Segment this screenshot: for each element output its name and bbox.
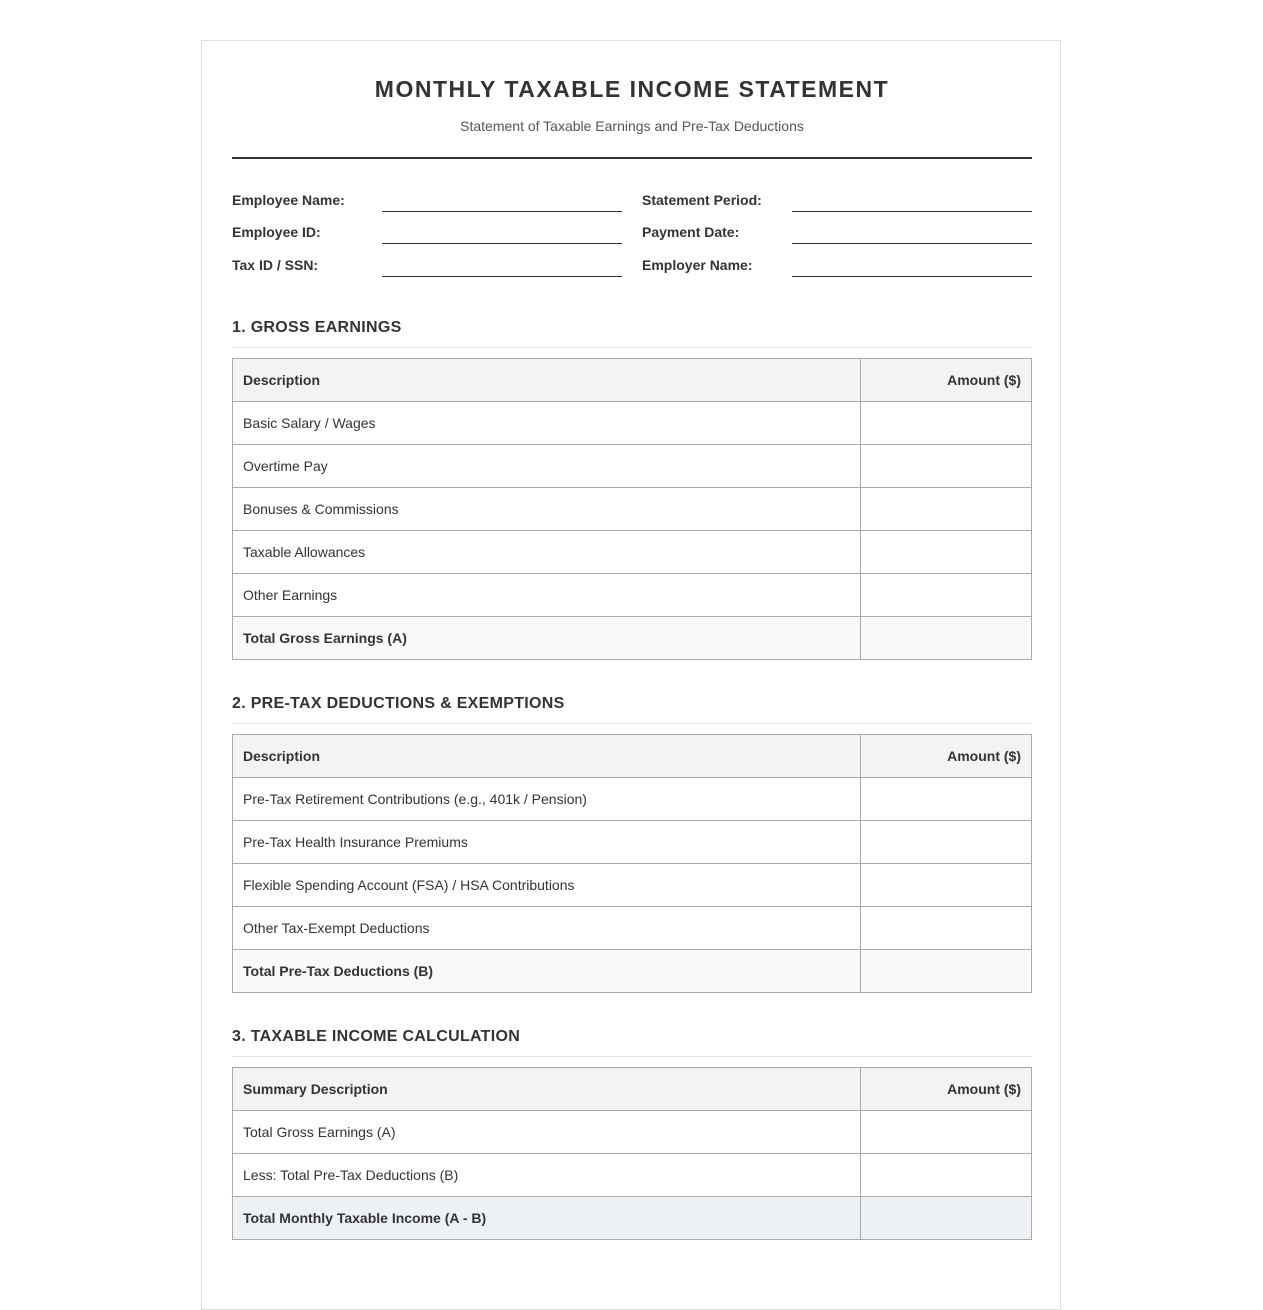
table-header-row [233, 1068, 1032, 1111]
field-employee-id [232, 224, 622, 244]
total-description: Total Gross Earnings (A) [233, 617, 861, 660]
row-description: Less: Total Pre-Tax Deductions (B) [233, 1154, 861, 1197]
title-divider [232, 157, 1032, 159]
field-label: Employee Name: [232, 192, 345, 208]
table-row [233, 445, 1032, 488]
table-row [233, 864, 1032, 907]
statement-period-input[interactable] [792, 211, 1032, 212]
tax-id-input[interactable] [382, 276, 622, 277]
field-tax-id [232, 257, 622, 277]
field-label: Payment Date: [642, 224, 740, 240]
column-header-amount: Amount ($) [861, 735, 1032, 778]
field-label: Statement Period: [642, 192, 762, 208]
column-header-amount: Amount ($) [861, 359, 1032, 402]
column-header-description: Summary Description [233, 1068, 861, 1111]
amount-cell[interactable] [861, 1154, 1032, 1197]
amount-cell[interactable] [861, 402, 1032, 445]
row-description: Other Earnings [233, 574, 861, 617]
amount-cell[interactable] [861, 864, 1032, 907]
table-header-row [233, 735, 1032, 778]
amount-cell[interactable] [861, 445, 1032, 488]
table-row [233, 821, 1032, 864]
grand-total-description: Total Monthly Taxable Income (A - B) [233, 1197, 861, 1240]
table-row [233, 574, 1032, 617]
field-payment-date [642, 224, 1032, 244]
row-description: Flexible Spending Account (FSA) / HSA Contributions [233, 864, 861, 907]
field-label: Employer Name: [642, 257, 753, 273]
field-employer-name [642, 257, 1032, 277]
row-description: Other Tax-Exempt Deductions [233, 907, 861, 950]
gross-earnings-table [232, 358, 1032, 660]
table-row [233, 488, 1032, 531]
employer-name-input[interactable] [792, 276, 1032, 277]
table-header-row [233, 359, 1032, 402]
amount-cell[interactable] [861, 821, 1032, 864]
amount-cell[interactable] [861, 907, 1032, 950]
table-row [233, 1111, 1032, 1154]
amount-cell[interactable] [861, 488, 1032, 531]
column-header-description: Description [233, 359, 861, 402]
row-description: Bonuses & Commissions [233, 488, 861, 531]
table-row [233, 1154, 1032, 1197]
employee-id-input[interactable] [382, 243, 622, 244]
field-employee-name [232, 192, 622, 212]
document-title: MONTHLY TAXABLE INCOME STATEMENT [374, 76, 890, 102]
section-title-taxable-income: 3. TAXABLE INCOME CALCULATION [232, 1028, 1032, 1057]
total-amount-cell[interactable] [861, 950, 1032, 993]
row-description: Taxable Allowances [233, 531, 861, 574]
document-subtitle: Statement of Taxable Earnings and Pre-Tax Deductions [460, 118, 804, 134]
table-row [233, 778, 1032, 821]
row-description: Basic Salary / Wages [233, 402, 861, 445]
amount-cell[interactable] [861, 531, 1032, 574]
table-row [233, 402, 1032, 445]
total-row [233, 617, 1032, 660]
amount-cell[interactable] [861, 1111, 1032, 1154]
pre-tax-deductions-table [232, 734, 1032, 993]
payment-date-input[interactable] [792, 243, 1032, 244]
field-statement-period [642, 192, 1032, 212]
taxable-income-table [232, 1067, 1032, 1240]
column-header-amount: Amount ($) [861, 1068, 1032, 1111]
table-row [233, 531, 1032, 574]
amount-cell[interactable] [861, 574, 1032, 617]
column-header-description: Description [233, 735, 861, 778]
grand-total-row [233, 1197, 1032, 1240]
total-amount-cell[interactable] [861, 617, 1032, 660]
table-row [233, 907, 1032, 950]
statement-page [201, 40, 1061, 1310]
row-description: Total Gross Earnings (A) [233, 1111, 861, 1154]
amount-cell[interactable] [861, 778, 1032, 821]
field-label: Tax ID / SSN: [232, 257, 319, 273]
section-title-pre-tax-deductions: 2. PRE-TAX DEDUCTIONS & EXEMPTIONS [232, 695, 1032, 724]
row-description: Pre-Tax Retirement Contributions (e.g., 401k / Pension) [233, 778, 861, 821]
row-description: Overtime Pay [233, 445, 861, 488]
total-description: Total Pre-Tax Deductions (B) [233, 950, 861, 993]
employee-name-input[interactable] [382, 211, 622, 212]
grand-total-amount-cell[interactable] [861, 1197, 1032, 1240]
row-description: Pre-Tax Health Insurance Premiums [233, 821, 861, 864]
section-title-gross-earnings: 1. GROSS EARNINGS [232, 319, 1032, 348]
field-label: Employee ID: [232, 224, 321, 240]
total-row [233, 950, 1032, 993]
